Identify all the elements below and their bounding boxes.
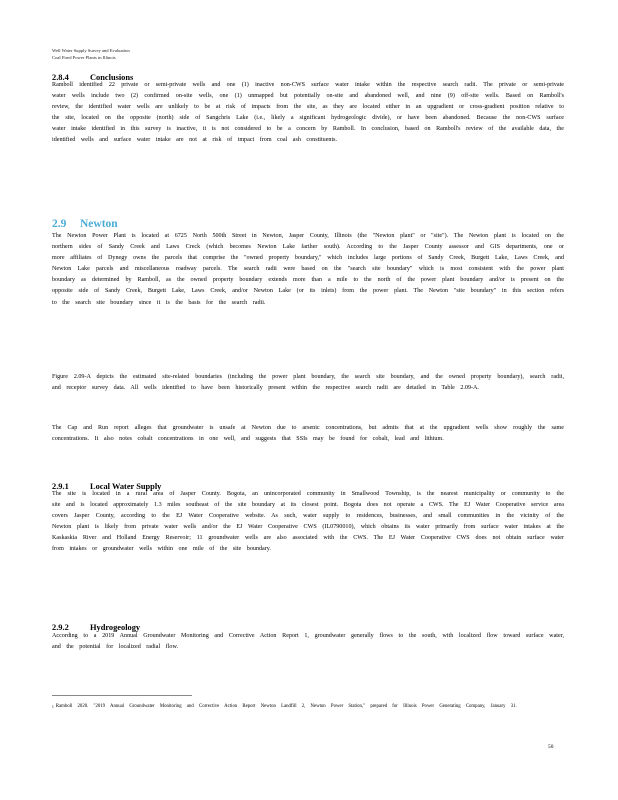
footnote-divider	[52, 695, 192, 696]
section-title: Local Water Supply	[90, 482, 162, 491]
section-number: 2.8.4	[52, 73, 69, 82]
local-water-supply-paragraph: The site is located in a rural area of Jasper County. Bogota, an unincorporated community in Smallwood Township, is the nearest municipality or community to the site and is located approximately 1.3 miles southeast of the site boundary at its closest point. Bogota does not operate a CWS. The EJ Water Cooperative service area covers Jasper County, according to the EJ Water Cooperative website. As such, water supply to residences, businesses, and small communities in the vicinity of the Newton plant is likely from private water wells and/or the EJ Water Cooperative CWS (IL0790010), which obtains its water primarily from surface water intakes at the Kaskaskia River and Holland Energy Reservoir; 11 groundwater wells are also associated with the CWS. The EJ Water Cooperative CWS does not obtain surface water from intakes or groundwater wells within one mile of the site boundary.	[52, 491, 564, 553]
page-number: 50	[548, 744, 554, 750]
newton-intro-paragraph: The Newton Power Plant is located at 6725 North 500th Street in Newton, Jasper County, Illinois (the "Newton plant" or "site"). The Newton plant is located on the northern sides of Sandy Creek and Laws Creck (which becomes Newton Lake farther south). According to the Jasper County assessor and GIS departments, one or more affiliates of Dynegy owns the parcels that comprise the "owned property boundary," which includes large portions of Sandy Creek, Burgett Lake, Laws Creek, and Newton Lake parcels and miscellaneous roadway parcels. The search radii were based on the "search site boundary" which is most consistent with the power plant boundary as determined by Ramboll, as the owned property boundary extends more than a mile to the north of the power plant boundary and/or is present on the opposite side of Sandy Creek, Burgett Lake, Laws Creek, and/or Newton Lake (or its inlets) from the power plant. The Newton "site boundary" in this section refers to the search site boundary since it is the basis for the search radii.	[52, 233, 564, 306]
conclusions-paragraph: Ramboll identified 22 private or semi-private wells and one (1) inactive non-CWS surface water intake within the respective search radii. The private or semi-private water wells include two (2) confirmed on-site wells, one (1) unmapped but potentially on-site and abandoned well, and nine (9) off-site wells. Based on Ramboll's review, the identified water wells are unlikely to be at risk of impacts from the site, as they are located either in an upgradient or cross-gradient position relative to the site, located on the opposite (north) side of Sangchris Lake (i.e., likely a significant hydrogeologic divide), or have been abandoned. Because the non-CWS surface water intake identified in this survey is inactive, it is not considered to be a concern by Ramboll. In conclusion, based on Ramboll's review of the available data, the identified wells and surface water intake are not at risk of impact from coal ash constituents.	[52, 82, 564, 144]
cap-and-run-paragraph: The Cap and Run report alleges that groundwater is unsafe at Newton due to arsenic concentrations, but admits that at the upgradient wells show roughly the same concentrations. It also notes cobalt concentrations in one well, and suggests that SSIs may be found for cobalt, lead and lithium.	[52, 425, 564, 443]
section-title: Conclusions	[90, 73, 134, 82]
header-line-2: Coal Fired Power Plants in Illinois	[52, 55, 116, 61]
header-line-1: Well Water Supply Survey and Evaluation	[52, 48, 130, 53]
section-title: Hydrogeology	[90, 623, 141, 632]
footnote-text: Ramboll 2020. "2019 Annual Groundwater Monitoring and Corrective Action Report Newton Landfill 2, Newton Power Station," prepared for Illinois Power Generating Company, January 31.	[55, 704, 517, 709]
section-number: 2.9	[52, 218, 67, 230]
footnote	[52, 703, 522, 712]
section-number: 2.9.1	[52, 482, 69, 491]
figure-reference-paragraph: Figure 2.09-A depicts the estimated site-related boundaries (including the power plant boundary, the search site boundary, and the owned property boundary), search radii, and receptor survey data. All wells identified to have been historically present within the respective search radii are detailed in Table 2.09-A.	[52, 374, 564, 392]
section-title: Newton	[80, 218, 118, 230]
section-2-9-heading	[52, 218, 118, 230]
running-header	[52, 47, 130, 62]
section-number: 2.9.2	[52, 623, 69, 632]
footnote-marker: 1	[52, 705, 54, 709]
hydrogeology-paragraph: According to a 2019 Annual Groundwater Monitoring and Corrective Action Report 1, groundwater generally flows to the south, with localized flow toward surface water, and the potential for localized radial flow.	[52, 633, 564, 651]
